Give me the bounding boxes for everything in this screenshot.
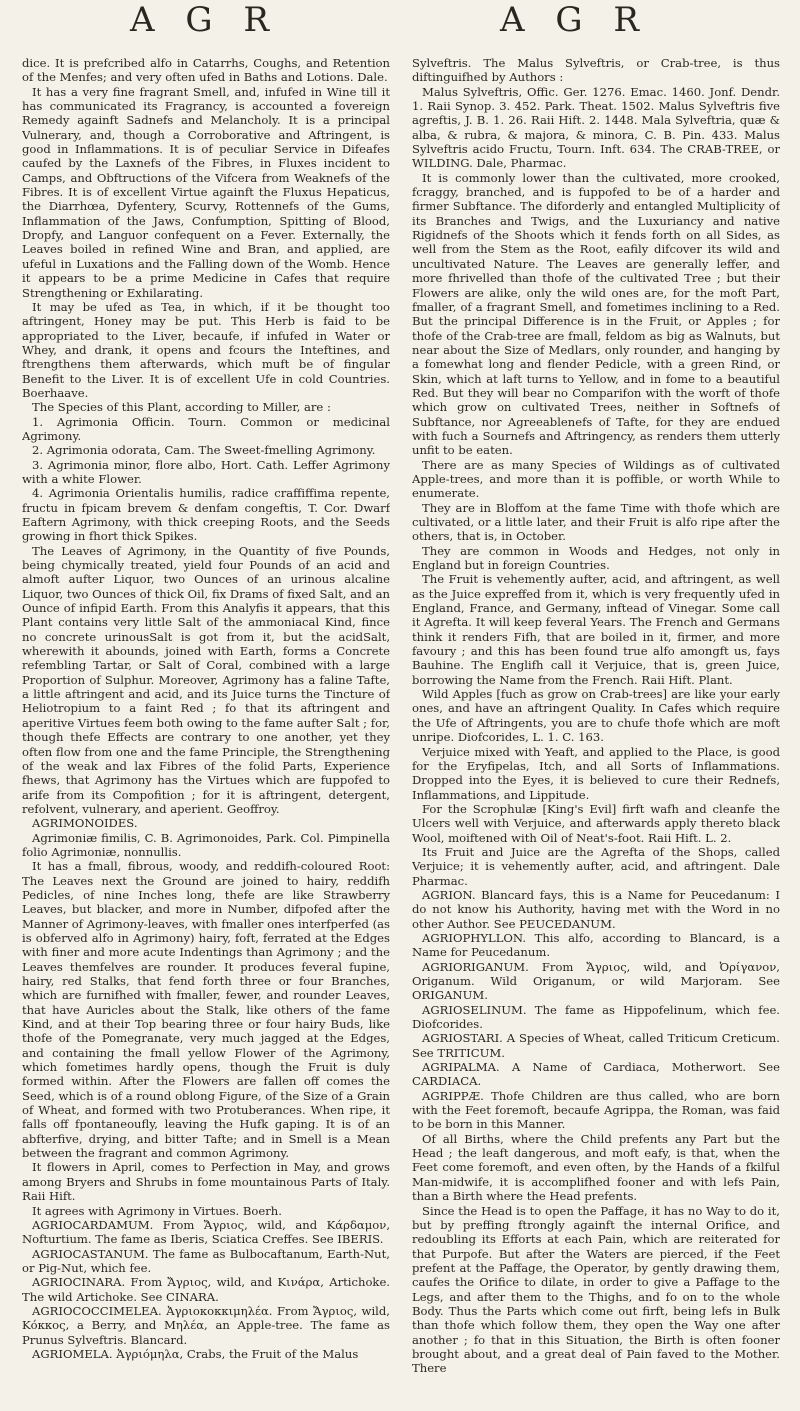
paragraph: Malus Sylveftris, Offic. Ger. 1276. Emac. 1460. Jonf. Dendr. 1. Raii Synop. 3. 452. Park. Theat. 1502. Malus Sylveftris five agreftis, J. B. 1. 26. Raii Hift. 2. 1448. Mala Sylveftria, quæ & alba, & rubra, & majora, & minora, C. B. Pin. 433. Malus Sylveftris acido Fructu, Tourn. Inft. 634. The CRAB-TREE, or WILDING. Dale, Pharmac. xyxy=(412,84,780,171)
paragraph: They are common in Woods and Hedges, not only in England but in foreign Countries. xyxy=(412,543,780,573)
entry: AGRIOCINARA. From Ἄγριος, wild, and Κινάρα, Artichoke. The wild Artichoke. See CINARA. xyxy=(22,1275,390,1304)
paragraph: The Species of this Plant, according to Miller, are : xyxy=(32,400,331,415)
paragraph: Its Fruit and Juice are the Agrefta of the Shops, called Verjuice; it is vehemently aufter, acid, and aftringent. Dale Pharmac. xyxy=(412,844,780,888)
paragraph: For the Scrophulæ [King's Evil] firft wafh and cleanfe the Ulcers well with Verjuice, and afterwards apply thereto black Wool, moiftened with Oil of Neat's-foot. Raii Hift. L. 2. xyxy=(412,801,780,845)
entry: AGRIOCOCCIMELEA. Ἀγριοκοκκιμηλέα. From Ἄγριος, wild, Κόκκος, a Berry, and Μηλέα, an Apple-tree. The fame as Prunus Sylveftris. Blancard. xyxy=(22,1303,390,1347)
paragraph: The Leaves of Agrimony, in the Quantity of five Pounds, being chymically treated, yield four Pounds of an acid and almoft aufter Liquor, two Ounces of an urinous alcaline Liquor, two Ounces of thick Oil, fix Drams of fixed Salt, and an Ounce of infipid Earth. From this Analyfis it appears, that this Plant contains very little Salt of the ammoniacal Kind, fince no concrete urinousSalt is got from it, but the acidSalt, wherewith it abounds, joined with Earth, forms a Concrete refembling Tartar, or Salt of Coral, combined with a large Proportion of Sulphur. Moreover, Agrimony has a faline Tafte, a little aftringent and acid, and its Juice turns the Tincture of Heliotropium to a faint Red ; fo that its aftringent and aperitive Virtues feem both owing to the fame aufter Salt ; for, though thefe Effects are contrary to one another, yet they often flow from one and the fame Principle, the Strengthening of the weak and lax Fibres of the folid Parts, Experience fhews, that Agrimony has the Virtues which are fuppofed to arife from its Compofition ; for it is aftringent, detergent, refolvent, vulnerary, and aperient. Geoffroy. xyxy=(22,543,390,816)
left-running-head: A G R xyxy=(130,0,279,40)
entry: AGRIOCASTANUM. The fame as Bulbocaftanum, Earth-Nut, or Pig-Nut, which fee. xyxy=(22,1246,390,1275)
entry: AGRION. Blancard fays, this is a Name for Peucedanum: I do not know his Authority, having met with the Word in no other Author. See PEUCEDANUM. xyxy=(412,887,780,931)
paragraph: 4. Agrimonia Orientalis humilis, radice craffiffima repente, fructu in fpicam brevem & denfam congeftis, T. Cor. Dwarf Eaftern Agrimony, with thick creeping Roots, and the Seeds growing in fhort thick Spikes. xyxy=(22,486,390,544)
paragraph: Wild Apples [fuch as grow on Crab-trees] are like your early ones, and have an aftringent Quality. In Cafes which require the Ufe of Aftringents, you are to chufe thofe which are moft unripe. Diofcorides, L. 1. C. 163. xyxy=(412,687,780,745)
paragraph: There are as many Species of Wildings as of cultivated Apple-trees, and more than it is poffible, or worth While to enumerate. xyxy=(412,457,780,501)
entry: AGRIORIGANUM. From Ἄγριος, wild, and Ὀρίγανον, Origanum. Wild Origanum, or wild Marjoram. See ORIGANUM. xyxy=(412,959,780,1003)
paragraph: It may be ufed as Tea, in which, if it be thought too aftringent, Honey may be put. This Herb is faid to be appropriated to the Liver, becaufe, if infufed in Water or Whey, and drank, it opens and fcours the Inteftines, and ftrengthens them afterwards, which muft be of fingular Benefit to the Liver. It is of excellent Ufe in cold Countries. Boerhaave. xyxy=(22,299,390,400)
right-running-head: A G R xyxy=(500,0,649,40)
entry: AGRIOCARDAMUM. From Ἄγριος, wild, and Κάρδαμον, Nofturtium. The fame as Iberis, Sciatica Creffes. See IBERIS. xyxy=(22,1217,390,1247)
paragraph: 3. Agrimonia minor, flore albo, Hort. Cath. Leffer Agrimony with a white Flower. xyxy=(22,457,390,486)
paragraph: It has a very fine fragrant Smell, and, infufed in Wine till it has communicated its Fragrancy, is accounted a fovereign Remedy againft Sadnefs and Melancholy. It is a principal Vulnerary, and, though a Corroborative and Aftringent, is good in Inflammations. It is of peculiar Service in Difeafes caufed by the Laxnefs of the Fibres, in Fluxes incident to Camps, and Obftructions of the Vifcera from Weaknefs of the Fibres. It is of excellent Virtue againft the Fluxus Hepaticus, the Diarrhœa, Dyfentery, Scurvy, Rottennefs of the Gums, Inflammation of the Jaws, Confumption, Spitting of Blood, Dropfy, and Languor confequent on a Fever. Externally, the Leaves boiled in refined Wine and Bran, and applied, are ufeful in Luxations and the Falling down of the Womb. Hence it appears to be a prime Medicine in Cafes that require Strengthening or Exhilarating. xyxy=(22,84,390,300)
paragraph: Agrimoniæ fimilis, C. B. Agrimonoides, Park. Col. Pimpinella folio Agrimoniæ, nonnullis. xyxy=(22,830,390,859)
entry: AGRIOSELINUM. The fame as Hippofelinum, which fee. Diofcorides. xyxy=(412,1002,780,1032)
paragraph: It agrees with Agrimony in Virtues. Boerh. xyxy=(32,1203,282,1218)
entry-headword: AGRIMONOIDES. xyxy=(32,816,138,831)
paragraph: Of all Births, where the Child prefents any Part but the Head ; the leaft dangerous, and moft eafy, is that, when the Feet come foremoft, and even often, by the Hands of a fkilful Man-midwife, it is accomplifhed fooner and with lefs Pain, than a Birth where the Head prefents. xyxy=(412,1131,780,1204)
paragraph: They are in Bloffom at the fame Time with thofe which are cultivated, or a little later, and their Fruit is alfo ripe after the others, that is, in October. xyxy=(412,500,780,544)
paragraph: Verjuice mixed with Yeaft, and applied to the Place, is good for the Eryfipelas, Itch, and all Sorts of Inflammations. Dropped into the Eyes, it is believed to cure their Rednefs, Inflammations, and Lippitude. xyxy=(412,744,780,802)
entry: AGRIOPHYLLON. This alfo, according to Blancard, is a Name for Peucedanum. xyxy=(412,930,780,960)
paragraph: 1. Agrimonia Officin. Tourn. Common or medicinal Agrimony. xyxy=(22,414,390,443)
paragraph: It has a fmall, fibrous, woody, and reddifh-coloured Root: The Leaves next the Ground are joined to hairy, reddifh Pedicles, of nine Inches long, thefe are like Strawberry Leaves, but blacker, and more in Number, difpofed after the Manner of Agrimony-leaves, with fmaller ones interfperfed (as is obferved alfo in Agrimony) hairy, foft, ferrated at the Edges with finer and more acute Indentings than Agrimony ; and the Leaves themfelves are rounder. It produces feveral fupine, hairy, red Stalks, that fend forth three or four Branches, which are furnifhed with fmaller, fewer, and rounder Leaves, that have Auricles about the Stalk, like others of the fame Kind, and at their Top bearing three or four hairy Buds, like thofe of the Pomegranate, very much jagged at the Edges, and containing the fmall yellow Flower of the Agrimony, which fometimes hardly opens, though the Fruit is duly formed within. After the Flowers are fallen off comes the Seed, which is of a round oblong Figure, of the Size of a Grain of Wheat, and formed with two Protuberances. When ripe, it falls off fpontaneoufly, leaving the Hufk gaping. It is of an abfterfive, drying, and bitter Tafte; and in Smell is a Mean between the fragrant and common Agrimony. xyxy=(22,859,390,1161)
paragraph: The Fruit is vehemently aufter, acid, and aftringent, as well as the Juice expreffed from it, which is very frequently ufed in England, France, and Germany, inftead of Vinegar. Some call it Agrefta. It will keep feveral Years. The French and Germans think it renders Fifh, that are boiled in it, firmer, and more favoury ; and this has been found true alfo amongft us, fays Bauhine. The Englifh call it Verjuice, that is, green Juice, borrowing the Name from the French. Raii Hift. Plant. xyxy=(412,572,780,687)
running-header xyxy=(0,0,800,56)
entry: AGRIPPÆ. Thofe Children are thus called, who are born with the Feet foremoft, becaufe Agrippa, the Roman, was faid to be born in this Manner. xyxy=(412,1088,780,1132)
entry: AGRIPALMA. A Name of Cardiaca, Motherwort. See CARDIACA. xyxy=(412,1060,780,1089)
paragraph: It is commonly lower than the cultivated, more crooked, fcraggy, branched, and is fuppofed to be of a harder and firmer Subftance. The diforderly and entangled Multiplicity of its Branches and Twigs, and the Luxuriancy and native Rigidnefs of the Shoots which it fends forth on all Sides, as well from the Stem as the Root, eafily difcover its wild and uncultivated Nature. The Leaves are generally leffer, and more fhrivelled than thofe of the cultivated Tree ; but their Flowers are alike, only the wild ones are, for the moft Part, fmaller, of a fragrant Smell, and fometimes inclining to a Red. But the principal Difference is in the Fruit, or Apples ; for thofe of the Crab-tree are fmall, feldom as big as Walnuts, but near about the Size of Medlars, only rounder, and hanging by a fomewhat long and flender Pedicle, with a green Rind, or Skin, which at laft turns to Yellow, and in fome to a beautiful Red. But they will bear no Comparifon with the worft of thofe which grow on cultivated Trees, neither in Softnefs of Subftance, nor Agreeablenefs of Tafte, for they are endued with fuch a Sournefs and Aftringency, as renders them utterly unfit to be eaten. xyxy=(412,170,780,458)
paragraph: 2. Agrimonia odorata, Cam. The Sweet-fmelling Agrimony. xyxy=(32,443,376,458)
paragraph: Since the Head is to open the Paffage, it has no Way to do it, but by preffing ftrongly againft the internal Orifice, and redoubling its Efforts at each Pain, which are reiterated for that Purpofe. But after the Waters are pierced, if the Feet prefent at the Paffage, the Operator, by gently drawing them, caufes the Orifice to dilate, in order to give a Paffage to the Legs, and after them to the Thighs, and fo on to the whole Body. Thus the Parts which come out firft, being lefs in Bulk than thofe which follow them, they open the Way one after another ; fo that in this Situation, the Birth is often fooner brought about, and a great deal of Pain faved to the Mother. There xyxy=(412,1203,780,1376)
entry: AGRIOSTARI. A Species of Wheat, called Triticum Creticum. See TRITICUM. xyxy=(412,1031,780,1060)
paragraph: It flowers in April, comes to Perfection in May, and grows among Bryers and Shrubs in fome mountainous Parts of Italy. Raii Hift. xyxy=(22,1160,390,1204)
paragraph: Sylveftris. The Malus Sylveftris, or Crab-tree, is thus diftinguifhed by Authors : xyxy=(412,56,780,85)
left-column xyxy=(22,56,390,1401)
entry: AGRIOMELA. Ἀγριόμηλα, Crabs, the Fruit of the Malus xyxy=(32,1346,359,1361)
right-column xyxy=(412,56,780,1401)
paragraph: dice. It is prefcribed alfo in Catarrhs, Coughs, and Retention of the Menfes; and very often ufed in Baths and Lotions. Dale. xyxy=(22,56,390,85)
